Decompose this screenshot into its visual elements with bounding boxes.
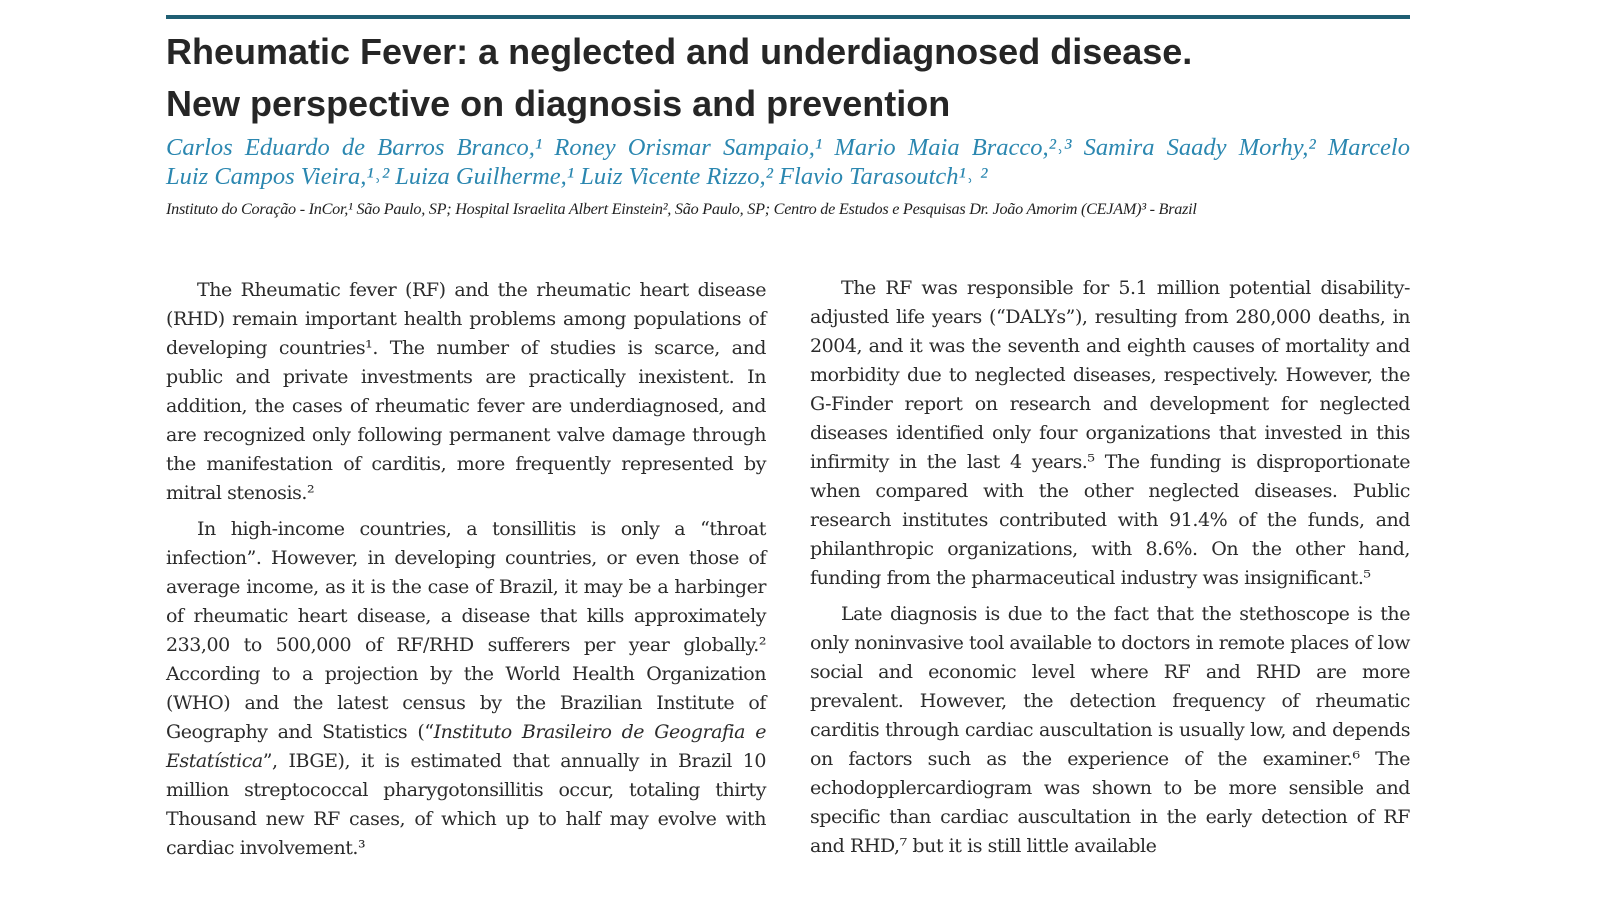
right-paragraph-1: The RF was responsible for 5.1 million potential disability-adjusted life years (“DALYs”), resulting from 280,000 deaths, in 2004, and it was the seventh and eighth causes of mortality and morbidity due to neglected diseases, respectively. However, the G-Finder report on research and development for neglected diseases identified only four organizations that invested in this infirmity in the last 4 years.⁵ The funding is disproportionate when compared with the other neglected diseases. Public research institutes contributed with 91.4% of the funds, and philanthropic organizations, with 8.6%. On the other hand, funding from the pharmaceutical industry was insignificant.⁵: [810, 277, 1410, 589]
affiliations: Instituto do Coração - InCor,¹ São Paulo, SP; Hospital Israelita Albert Einstein², São Paulo, SP; Centro de Estudos e Pesquisas Dr. João Amorim (CEJAM)³ - Brazil: [166, 200, 1197, 218]
author-list: [166, 133, 1410, 191]
authors-line-1: Carlos Eduardo de Barros Branco,¹ Roney Orismar Sampaio,¹ Mario Maia Bracco,²˒³ Samira Saady Morhy,² Marcelo: [166, 134, 1410, 161]
left-column: [166, 276, 766, 870]
title-line-1: Rheumatic Fever: a neglected and underdiagnosed disease.: [166, 31, 1193, 72]
left-paragraph-2: [166, 515, 766, 863]
institute-name-italic: Instituto Brasileiro de Geografia e Estatística: [166, 721, 766, 772]
left-paragraph-2-part-a: In high-income countries, a tonsillitis is only a “throat infection”. However, in developing countries, or even those of average income, as it is the case of Brazil, it may be a harbinger of rheumatic heart disease, a disease that kills approximately 233,00 to 500,000 of RF/RHD sufferers per year globally.² According to a projection by the World Health Organization (WHO) and the latest census by the Brazilian Institute of Geography and Statistics (“: [166, 518, 766, 743]
header-rule: [166, 15, 1410, 19]
title-line-2: New perspective on diagnosis and prevention: [166, 83, 951, 124]
left-paragraph-2-part-b: ”, IBGE), it is estimated that annually in Brazil 10 million streptococcal pharygotonsillitis occur, totaling thirty Thousand new RF cases, of which up to half may evolve with cardiac involvement.³: [166, 750, 766, 859]
authors-line-2: Luiz Campos Vieira,¹˒² Luiza Guilherme,¹ Luiz Vicente Rizzo,² Flavio Tarasoutch¹˒ ²: [166, 163, 988, 190]
right-column: [810, 274, 1410, 868]
right-paragraph-2: Late diagnosis is due to the fact that the stethoscope is the only noninvasive tool available to doctors in remote places of low social and economic level where RF and RHD are more prevalent. However, the detection frequency of rheumatic carditis through cardiac auscultation is usually low, and depends on factors such as the experience of the examiner.⁶ The echodopplercardiogram was shown to be more sensible and specific than cardiac auscultation in the early detection of RF and RHD,⁷ but it is still little available: [810, 603, 1410, 857]
left-paragraph-1: The Rheumatic fever (RF) and the rheumatic heart disease (RHD) remain important health problems among populations of developing countries¹. The number of studies is scarce, and public and private investments are practically inexistent. In addition, the cases of rheumatic fever are underdiagnosed, and are recognized only following permanent valve damage through the manifestation of carditis, more frequently represented by mitral stenosis.²: [166, 279, 766, 504]
article-title: [166, 26, 1416, 130]
